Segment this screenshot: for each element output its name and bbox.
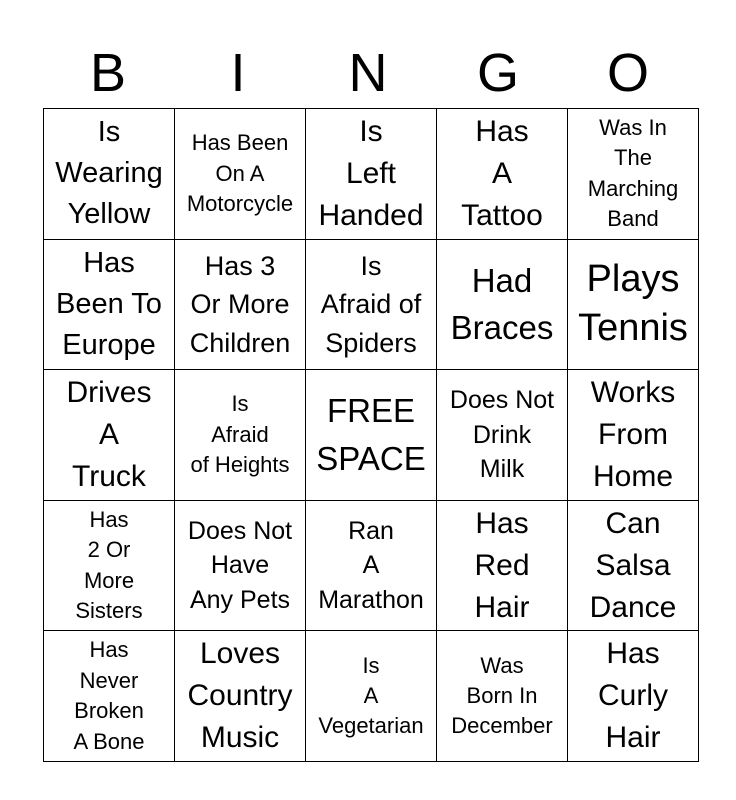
bingo-cell[interactable]: Plays Tennis <box>568 239 699 370</box>
header-letter-i: I <box>230 43 246 103</box>
bingo-header <box>43 40 693 106</box>
bingo-cell[interactable]: Can Salsa Dance <box>568 500 699 631</box>
bingo-cell[interactable]: Is Left Handed <box>306 109 437 240</box>
board-row-3 <box>44 370 699 501</box>
header-letter-b: B <box>89 43 127 103</box>
bingo-board <box>43 108 699 762</box>
bingo-cell[interactable]: Ran A Marathon <box>306 500 437 631</box>
bingo-cell[interactable]: Drives A Truck <box>44 370 175 501</box>
header-letter-o: O <box>606 43 649 103</box>
bingo-cell[interactable]: Works From Home <box>568 370 699 501</box>
bingo-cell[interactable]: Does Not Drink Milk <box>437 370 568 501</box>
bingo-cell[interactable]: Has Been On A Motorcycle <box>175 109 306 240</box>
bingo-cell[interactable]: Has A Tattoo <box>437 109 568 240</box>
header-letter-g: G <box>476 43 519 103</box>
bingo-cell[interactable]: Was Born In December <box>437 631 568 762</box>
bingo-cell[interactable]: Has Never Broken A Bone <box>44 631 175 762</box>
bingo-cell[interactable]: Is Wearing Yellow <box>44 109 175 240</box>
board-row-4 <box>44 500 699 631</box>
bingo-cell[interactable]: Is Afraid of Heights <box>175 370 306 501</box>
bingo-cell[interactable]: Has 2 Or More Sisters <box>44 500 175 631</box>
bingo-cell[interactable]: Has Red Hair <box>437 500 568 631</box>
bingo-cell[interactable]: Had Braces <box>437 239 568 370</box>
board-row-5 <box>44 631 699 762</box>
bingo-cell[interactable]: Does Not Have Any Pets <box>175 500 306 631</box>
free-space-cell[interactable]: FREE SPACE <box>306 370 437 501</box>
bingo-cell[interactable]: Has Been To Europe <box>44 239 175 370</box>
bingo-cell[interactable]: Loves Country Music <box>175 631 306 762</box>
header-letter-n: N <box>348 43 388 103</box>
bingo-cell[interactable]: Is Afraid of Spiders <box>306 239 437 370</box>
bingo-cell[interactable]: Has 3 Or More Children <box>175 239 306 370</box>
bingo-cell[interactable]: Is A Vegetarian <box>306 631 437 762</box>
bingo-cell[interactable]: Has Curly Hair <box>568 631 699 762</box>
bingo-cell[interactable]: Was In The Marching Band <box>568 109 699 240</box>
board-row-2 <box>44 239 699 370</box>
board-row-1 <box>44 109 699 240</box>
